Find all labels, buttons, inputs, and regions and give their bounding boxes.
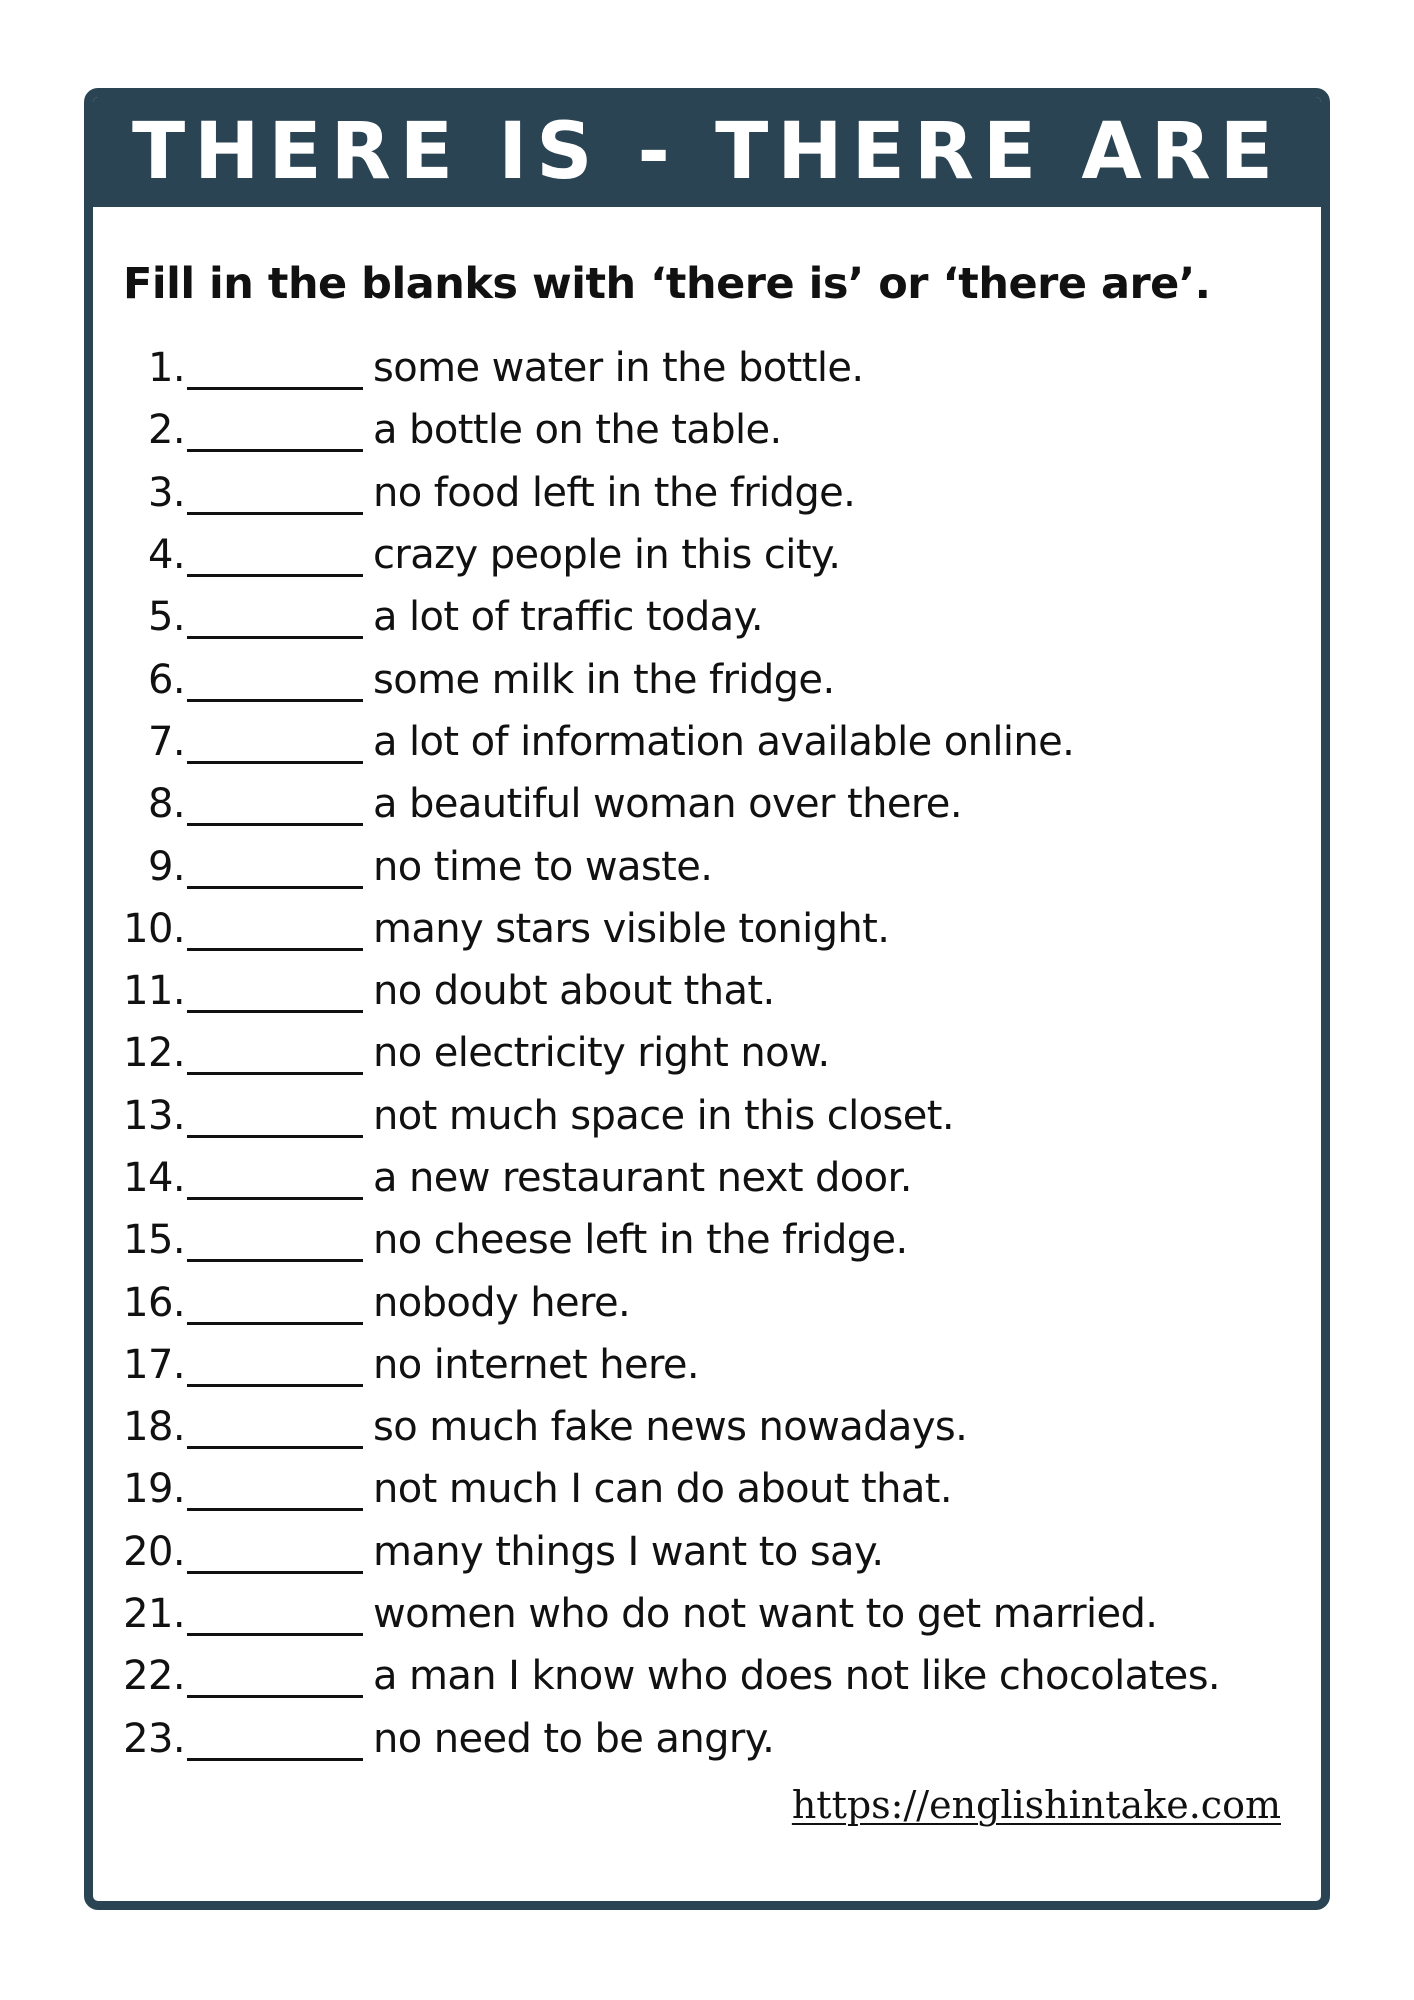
item-sentence: many things I want to say.	[373, 1528, 884, 1575]
item-sentence: a beautiful woman over there.	[373, 781, 962, 828]
item-sentence: not much I can do about that.	[373, 1466, 952, 1513]
exercise-item	[93, 1645, 1321, 1707]
item-number: 5.	[148, 594, 185, 641]
item-number: 3.	[148, 469, 185, 516]
item-number: 2.	[148, 407, 185, 454]
exercise-item	[93, 773, 1321, 835]
answer-blank[interactable]	[187, 720, 363, 764]
item-number: 4.	[148, 532, 185, 579]
item-number: 16.	[123, 1279, 185, 1326]
item-number: 18.	[123, 1404, 185, 1451]
item-sentence: so much fake news nowadays.	[373, 1404, 968, 1451]
exercise-item	[93, 1396, 1321, 1458]
exercise-item	[93, 1458, 1321, 1520]
item-number: 15.	[123, 1217, 185, 1264]
item-number: 8.	[148, 781, 185, 828]
exercise-item	[93, 1022, 1321, 1084]
exercise-item	[93, 648, 1321, 710]
source-link[interactable]: https://englishintake.com	[791, 1783, 1281, 1827]
item-number: 6.	[148, 656, 185, 703]
exercise-item	[93, 399, 1321, 461]
answer-blank[interactable]	[187, 969, 363, 1013]
answer-blank[interactable]	[187, 1281, 363, 1325]
item-number: 21.	[123, 1591, 185, 1638]
answer-blank[interactable]	[187, 1530, 363, 1574]
answer-blank[interactable]	[187, 1592, 363, 1636]
item-number: 10.	[123, 905, 185, 952]
page-title: THERE IS - THERE ARE	[131, 107, 1283, 197]
item-number: 14.	[123, 1155, 185, 1201]
answer-blank[interactable]	[187, 533, 363, 577]
answer-blank[interactable]	[187, 1094, 363, 1138]
answer-blank[interactable]	[187, 1343, 363, 1387]
exercise-item	[93, 524, 1321, 586]
exercise-item	[93, 835, 1321, 897]
answer-blank[interactable]	[187, 1405, 363, 1449]
item-sentence: no doubt about that.	[373, 968, 775, 1015]
answer-blank[interactable]	[187, 782, 363, 826]
answer-blank[interactable]	[187, 408, 363, 452]
item-number: 20.	[123, 1528, 185, 1575]
exercise-item	[93, 898, 1321, 960]
answer-blank[interactable]	[187, 1031, 363, 1075]
item-number: 11.	[123, 968, 185, 1015]
item-number: 12.	[123, 1030, 185, 1077]
item-sentence: no electricity right now.	[373, 1030, 830, 1077]
item-number: 1.	[148, 345, 185, 392]
exercise-item	[93, 711, 1321, 773]
exercise-item	[93, 1271, 1321, 1333]
exercise-list	[93, 337, 1321, 1770]
item-sentence: women who do not want to get married.	[373, 1591, 1158, 1638]
item-sentence: no time to waste.	[373, 843, 713, 890]
item-sentence: no cheese left in the fridge.	[373, 1217, 908, 1264]
exercise-item	[93, 1209, 1321, 1271]
item-number: 13.	[123, 1092, 185, 1139]
answer-blank[interactable]	[187, 658, 363, 702]
title-banner	[93, 97, 1321, 207]
answer-blank[interactable]	[187, 845, 363, 889]
item-sentence: no internet here.	[373, 1341, 700, 1388]
answer-blank[interactable]	[187, 1218, 363, 1262]
answer-blank[interactable]	[187, 1654, 363, 1698]
exercise-item	[93, 1708, 1321, 1770]
item-number: 7.	[148, 718, 185, 765]
exercise-item	[93, 1085, 1321, 1147]
item-number: 9.	[148, 843, 185, 890]
exercise-item	[93, 1334, 1321, 1396]
exercise-item	[93, 1147, 1321, 1209]
item-sentence: a lot of information available online.	[373, 718, 1075, 765]
item-sentence: crazy people in this city.	[373, 532, 841, 579]
answer-blank[interactable]	[187, 595, 363, 639]
answer-blank[interactable]	[187, 1156, 363, 1200]
item-sentence: a lot of traffic today.	[373, 594, 764, 641]
item-sentence: no food left in the fridge.	[373, 469, 856, 516]
exercise-item	[93, 1583, 1321, 1645]
item-sentence: a new restaurant next door.	[373, 1155, 912, 1201]
instruction-text: Fill in the blanks with ‘there is’ or ‘there are’.	[123, 259, 1211, 309]
item-number: 19.	[123, 1466, 185, 1513]
exercise-item	[93, 1521, 1321, 1583]
item-sentence: not much space in this closet.	[373, 1092, 954, 1139]
exercise-item	[93, 337, 1321, 399]
answer-blank[interactable]	[187, 1467, 363, 1511]
item-sentence: a bottle on the table.	[373, 407, 782, 454]
item-sentence: some milk in the fridge.	[373, 656, 835, 703]
item-number: 17.	[123, 1341, 185, 1388]
answer-blank[interactable]	[187, 346, 363, 390]
answer-blank[interactable]	[187, 1717, 363, 1761]
item-sentence: a man I know who does not like chocolates.	[373, 1653, 1221, 1700]
exercise-item	[93, 960, 1321, 1022]
item-sentence: many stars visible tonight.	[373, 905, 890, 952]
worksheet-frame	[84, 88, 1330, 1910]
item-sentence: no need to be angry.	[373, 1715, 775, 1762]
item-number: 22.	[123, 1653, 185, 1700]
item-number: 23.	[123, 1715, 185, 1762]
item-sentence: some water in the bottle.	[373, 345, 864, 392]
exercise-item	[93, 462, 1321, 524]
item-sentence: nobody here.	[373, 1279, 631, 1326]
answer-blank[interactable]	[187, 907, 363, 951]
exercise-item	[93, 586, 1321, 648]
answer-blank[interactable]	[187, 471, 363, 515]
